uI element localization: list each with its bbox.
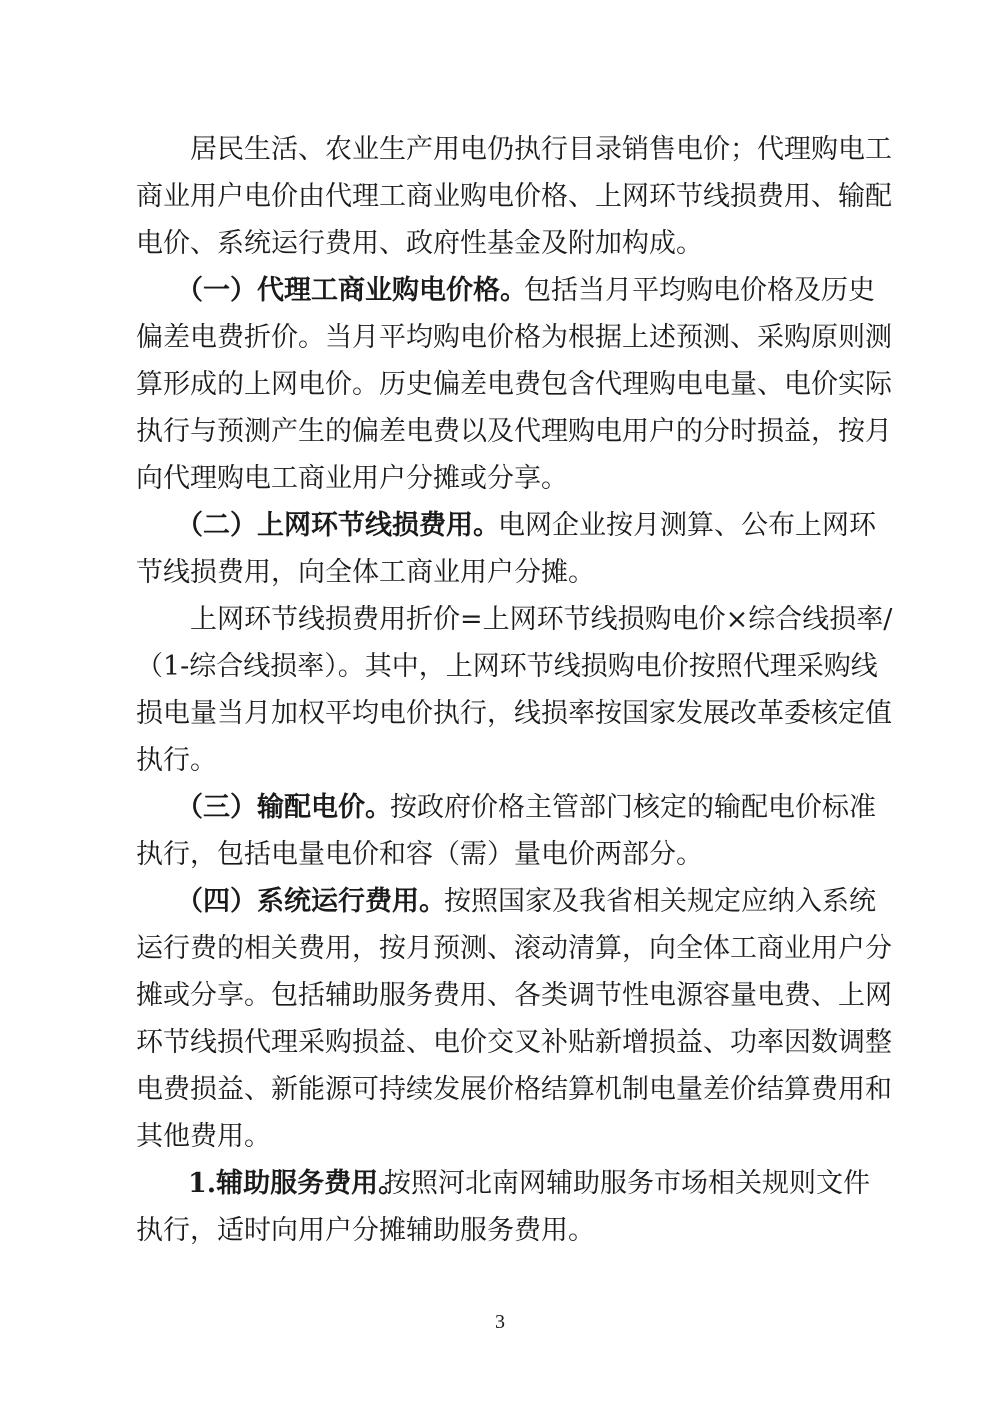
paragraph-text: 损电量当月加权平均电价执行，线损率按国家发展改革委核定值 [136,698,892,729]
paragraph-text: 执行。 [136,745,217,776]
paragraph-text: 算形成的上网电价。历史偏差电费包含代理购电电量、电价实际 [136,369,892,400]
paragraph-text: 执行与预测产生的偏差电费以及代理购电用户的分时损益，按月 [136,416,892,447]
page-number: 3 [495,1311,505,1333]
paragraph-text: 环节线损代理采购损益、电价交叉补贴新增损益、功率因数调整 [136,1027,892,1058]
paragraph-text: 偏差电费折价。当月平均购电价格为根据上述预测、采购原则测 [136,322,892,353]
paragraph-text: 按照河北南网辅助服务市场相关规则文件 [384,1168,870,1199]
paragraph-text: （1-综合线损率）。其中，上网环节线损购电价按照代理采购线 [136,651,878,682]
paragraph-text: 电费损益、新能源可持续发展价格结算机制电量差价结算费用和 [136,1074,892,1105]
subsection-heading: 1.辅助服务费用。 [188,1168,406,1199]
paragraph-text: 上网环节线损费用折价=上网环节线损购电价×综合线损率/ [190,604,893,635]
section-heading: （三）输配电价。 [176,792,392,823]
paragraph-text: 电价、系统运行费用、政府性基金及附加构成。 [136,228,703,259]
paragraph-text: 运行费的相关费用，按月预测、滚动清算，向全体工商业用户分 [136,933,892,964]
section-heading: （四）系统运行费用。 [176,886,446,917]
paragraph-text: 按照国家及我省相关规定应纳入系统 [444,886,876,917]
paragraph-text: 商业用户电价由代理工商业购电价格、上网环节线损费用、输配 [136,181,892,212]
paragraph-text: 电网企业按月测算、公布上网环 [498,510,876,541]
paragraph-text: 向代理购电工商业用户分摊或分享。 [136,463,568,494]
paragraph-text: 按政府价格主管部门核定的输配电价标准 [390,792,876,823]
paragraph-text: 执行，包括电量电价和容（需）量电价两部分。 [136,839,703,870]
text-line [0,1214,1000,1316]
paragraph-text: 居民生活、农业生产用电仍执行目录销售电价；代理购电工 [190,134,892,165]
paragraph-text: 摊或分享。包括辅助服务费用、各类调节性电源容量电费、上网 [136,980,892,1011]
paragraph-text: 其他费用。 [136,1121,271,1152]
paragraph-text: 执行，适时向用户分摊辅助服务费用。 [136,1215,595,1246]
section-heading: （一）代理工商业购电价格。 [176,275,527,306]
section-heading: （二）上网环节线损费用。 [176,510,500,541]
paragraph-text: 包括当月平均购电价格及历史 [524,275,875,306]
paragraph-text: 节线损费用，向全体工商业用户分摊。 [136,557,595,588]
